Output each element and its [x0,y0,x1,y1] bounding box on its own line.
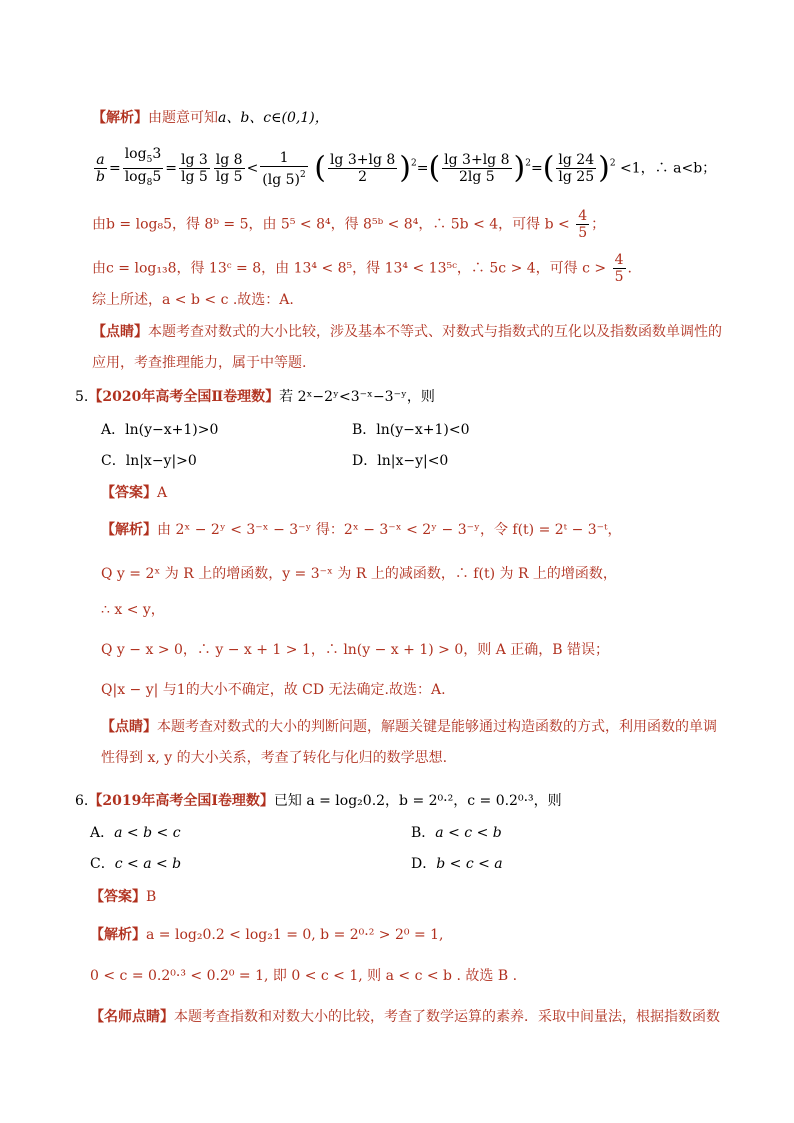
q5-option-d: D．ln|x−y|<0 [352,453,449,469]
answer-tag: 【答案】 [90,889,146,905]
question-source: 【2019年高考全国Ⅰ卷理数】 [88,793,274,809]
q4-comment-line1: 【点睛】本题考查对数式的大小比较，涉及基本不等式、对数式与指数式的互化以及指数函数单调性的 [92,324,722,340]
line-c-text: 由c = log₁₃8，得 13ᶜ = 8，由 13⁴ < 8⁵，得 13⁴ < 13⁵ᶜ，∴ 5c > 4，可得 c > [92,260,607,277]
comment-tag: 【点睛】 [101,719,157,735]
line-b-text: 由b = log₈5，得 8ᵇ = 5，由 5⁵ < 8⁴，得 8⁵ᵇ < 8⁴，∴ 5b < 4，可得 b < [92,216,570,233]
q5-answer [101,483,167,503]
q5-analysis-2: Q y = 2ˣ 为 R 上的增函数，y = 3⁻ˣ 为 R 上的减函数，∴ f(t) 为 R 上的增函数， [101,566,617,582]
q4-comment-line2: 应用，考查推理能力，属于中等题. [92,355,307,371]
q6-answer [90,887,156,907]
q6-analysis-2: 0 < c = 0.2⁰·³ < 0.2⁰ = 1, 即 0 < c < 1, 则 a < c < b . 故选 B . [90,968,518,984]
analysis-tag: 【解析】 [101,522,157,538]
q5-comment-line1: 【点睛】本题考查对数式的大小的判断问题，解题关键是能够通过构造函数的方式，利用函数的单调 [101,719,717,735]
q5-option-c: C．ln|x−y|>0 [101,453,197,469]
q6-option-b: B．a < c < b [411,825,502,841]
question-source: 【2020年高考全国Ⅱ卷理数】 [88,389,280,405]
q6-option-a: A．a < b < c [90,825,181,841]
ratio-conclusion: <1，∴ a<b； [620,160,717,177]
answer-tag: 【答案】 [101,485,157,501]
q5-analysis-4: Q y − x > 0，∴ y − x + 1 > 1，∴ ln(y − x + 1) > 0，则 A 正确，B 错误； [101,642,609,658]
question-stem: 若 2ˣ−2ʸ<3⁻ˣ−3⁻ʸ，则 [279,389,435,405]
q6-option-d: D．b < c < a [411,856,503,872]
analysis-vars: a、b、c∈(0,1)， [218,110,329,126]
q5-analysis-3: ∴ x < y， [101,602,165,618]
frac-four-fifths-c: $\frac{4}{5}$ [614,252,624,285]
q5-analysis-5: Q|x − y| 与1的大小不确定，故 CD 无法确定.故选：A. [101,682,446,698]
comment-tag: 【点睛】 [92,324,148,340]
answer-value: B [146,889,157,905]
analysis-tag: 【解析】 [92,110,148,126]
q6-analysis-1: 【解析】a = log₂0.2 < log₂1 = 0, b = 2⁰·² > 2⁰ = 1, [90,927,444,943]
q4-line-b: 由b = log₈5，得 8ᵇ = 5，由 5⁵ < 8⁴，得 8⁵ᵇ < 8⁴，∴ 5b < 4，可得 b < $\frac{4}{5}$ ； [92,208,606,241]
q5-analysis-1: 【解析】由 2ˣ − 2ʸ < 3⁻ˣ − 3⁻ʸ 得：2ˣ − 3⁻ˣ < 2ʸ − 3⁻ʸ，令 f(t) = 2ᵗ − 3⁻ᵗ， [101,522,622,538]
question-number: 6. [75,793,89,809]
q5-comment-line2: 性得到 x, y 的大小关系，考查了转化与化归的数学思想. [101,750,448,766]
analysis-tag: 【解析】 [90,927,146,943]
question-number: 5. [75,389,89,405]
answer-value: A [157,485,168,501]
q4-analysis-line [92,108,329,128]
question-stem: 已知 a = log₂0.2，b = 2⁰·²，c = 0.2⁰·³，则 [273,793,562,809]
frac-four-fifths: $\frac{4}{5}$ [578,208,588,241]
analysis-intro: 由题意可知 [148,110,218,126]
q4-summary: 综上所述，a < b < c .故选：A. [92,292,294,308]
q4-line-c: 由c = log₁₃8，得 13ᶜ = 8，由 13⁴ < 8⁵，得 13⁴ < 13⁵ᶜ，∴ 5c > 4，可得 c > $\frac{4}{5}$ . [92,252,632,285]
q4-ratio-equation: $\frac{a}{b}$ = $\frac{\log_53}{\log_85}$ = $\frac{\lg 3}{\lg 5}$ $\frac{\lg 8}{\lg 5}$ < $\frac{1}{(\lg 5)^2}$ ( $\frac{\lg 3+\lg 8}{2}$ )$^2$=( $\frac{\lg 3+\lg 8}{2\lg 5}$ )$^2$=( $\frac{\lg 24}{\lg 25}$ )$^2$ <1，∴ a<b； [96,146,717,188]
q5-option-b: B．ln(y−x+1)<0 [352,422,470,438]
q6-option-c: C．c < a < b [90,856,182,872]
q5-stem [75,387,435,407]
q6-stem [75,791,562,811]
q5-option-a: A．ln(y−x+1)>0 [101,422,219,438]
comment-tag: 【名师点睛】 [90,1009,174,1025]
q6-comment-line1: 【名师点睛】本题考查指数和对数大小的比较，考查了数学运算的素养．采取中间量法，根据指数函数 [90,1009,720,1025]
